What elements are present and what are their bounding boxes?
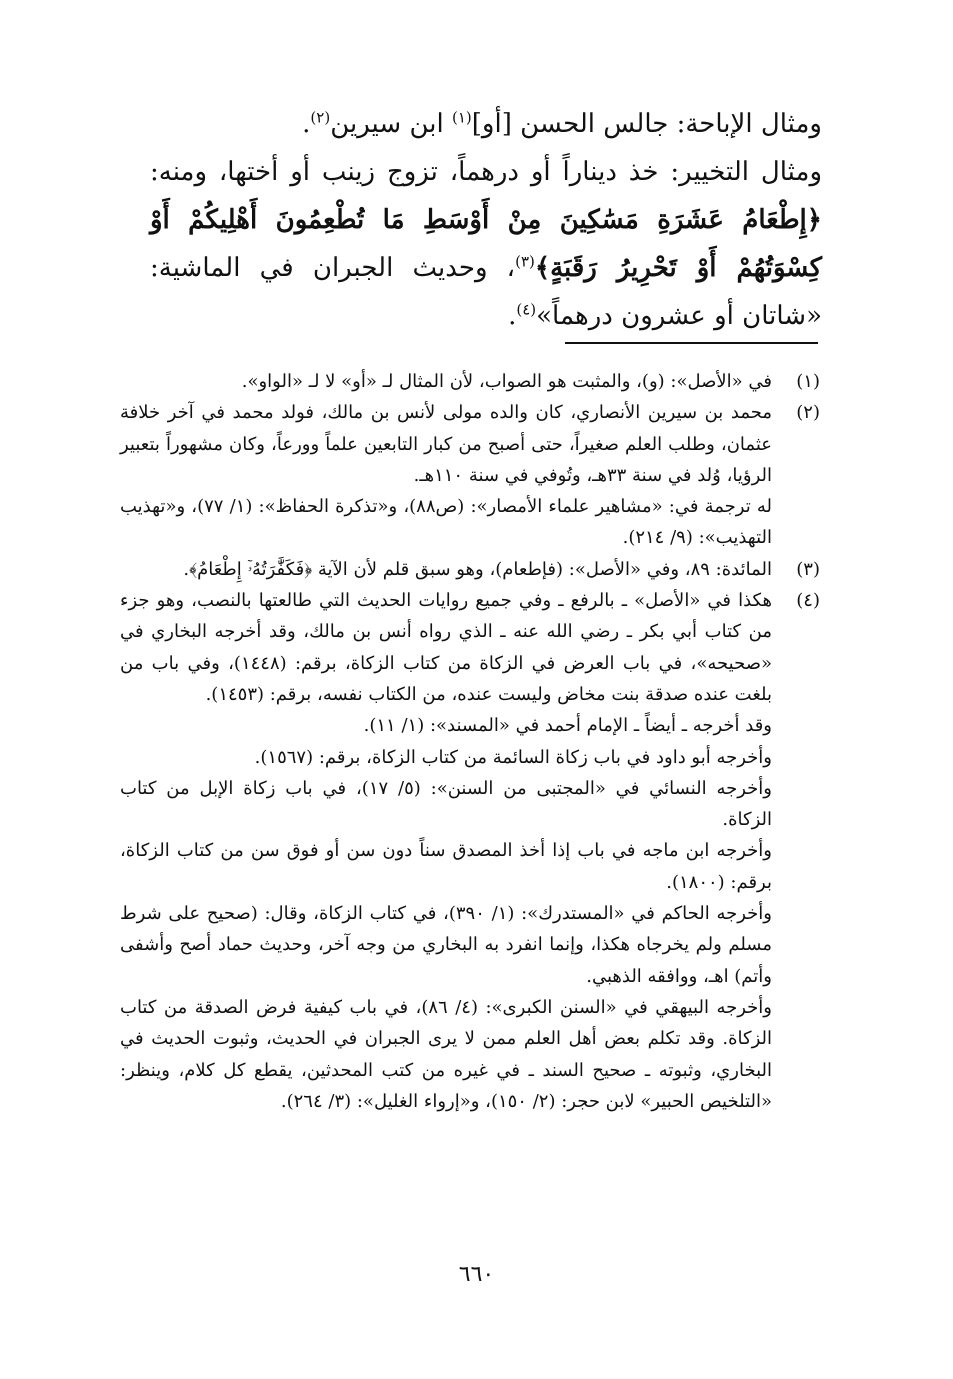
footnote-number: (٣) (796, 558, 820, 580)
footnote-paragraph: هكذا في «الأصل» ـ بالرفع ـ وفي جميع روايات الحديث التي طالعتها بالنصب، وهو جزء من كتاب أبي بكر ـ رضي الله عنه ـ الذي رواه أنس بن مالك، وقد أخرجه البخاري في «صحيحه»، في باب العرض في الزكاة من كتاب الزكاة، برقم: (١٤٤٨)، وفي باب من بلغت عنده صدقة بنت مخاض وليست عنده، من الكتاب نفسه، برقم: (١٤٥٣). (120, 590, 772, 705)
footnote-body (120, 366, 772, 397)
footnote-ref-4[interactable]: (٤) (516, 300, 537, 319)
footnote-body (120, 585, 772, 1117)
footnote-paragraph: محمد بن سيرين الأنصاري، كان والده مولى لأنس بن مالك، فولد محمد في آخر خلافة عثمان، وطلب العلم صغيراً، حتى أصبح من كبار التابعين علماً وورعاً، وكان مشهوراً بتعبير الرؤيا، وُلد في سنة ٣٣هـ، وتُوفي في سنة ١١٠هـ. (120, 402, 772, 486)
footnote-body (120, 397, 772, 553)
period: . (302, 109, 311, 139)
footnote-paragraph: وقد أخرجه ـ أيضاً ـ الإمام أحمد في «المسند»: (١/ ١١). (363, 715, 772, 737)
footnote-paragraph: وأخرجه النسائي في «المجتبى من السنن»: (٥/ ١٧)، في باب زكاة الإبل من كتاب الزكاة. (120, 777, 772, 831)
footnote-4 (120, 585, 820, 1117)
footnote-paragraph: المائدة: ٨٩، وفي «الأصل»: (فإطعام)، وهو سبق قلم لأن الآية ﴿فَكَفَّٰرَتُهُۥٓ إِطْعَامُ﴾. (183, 558, 772, 580)
footnote-2 (120, 397, 820, 553)
main-paragraph-ibaha (150, 100, 822, 148)
footnote-number: (٢) (796, 402, 820, 424)
footnote-paragraph: وأخرجه أبو داود في باب زكاة السائمة من كتاب الزكاة، برقم: (١٥٦٧). (254, 746, 772, 768)
footnote-separator (565, 342, 818, 344)
footnotes (120, 366, 820, 1117)
footnote-1 (120, 366, 820, 397)
main-paragraph-takhyir (150, 148, 822, 340)
ibaha-text: ومثال الإباحة: جالس الحسن [أو] (471, 109, 822, 139)
footnote-number: (٤) (796, 590, 820, 612)
ibn-sirin-text: ابن سيرين (330, 109, 452, 139)
takhyir-text: ومثال التخيير: خذ ديناراً أو درهماً، تزوج زينب أو أختها، ومنه: (150, 157, 822, 187)
footnote-3 (120, 554, 820, 585)
footnote-number: (١) (796, 371, 820, 392)
period: . (508, 301, 517, 331)
page-number: ٦٦٠ (458, 1262, 495, 1287)
footnote-ref-3[interactable]: (٣) (515, 252, 535, 271)
footnote-body (120, 554, 772, 585)
hadith-text: ، وحديث الجبران في الماشية: «شاتان أو عشرون درهماً» (150, 253, 822, 331)
footnote-paragraph: وأخرجه الحاكم في «المستدرك»: (١/ ٣٩٠)، في كتاب الزكاة، وقال: (صحيح على شرط مسلم ولم يخرجاه هكذا، وإنما انفرد به البخاري من وجه آخر، وحديث حماد أصح وأشفى وأتم) اهـ، ووافقه الذهبي. (120, 903, 772, 987)
footnote-ref-1[interactable]: (١) (451, 108, 472, 127)
footnote-paragraph: وأخرجه البيهقي في «السنن الكبرى»: (٤/ ٨٦)، في باب كيفية فرض الصدقة من كتاب الزكاة. وقد تكلم بعض أهل العلم ممن لا يرى الجبران في الحديث، وثبوت الحديث في البخاري، وثبوته ـ صحيح السند ـ في غيره من كتب المحدثين، يقطع كل كلام، وينظر: «التلخيص الحبير» لابن حجر: (٢/ ١٥٠)، و«إرواء الغليل»: (٣/ ٢٦٤). (120, 996, 772, 1112)
footnote-paragraph: له ترجمة في: «مشاهير علماء الأمصار»: (ص٨٨)، و«تذكرة الحفاظ»: (١/ ٧٧)، و«تهذيب التهذيب»: (٩/ ٢١٤). (120, 496, 772, 549)
main-text (150, 100, 822, 340)
footnote-paragraph: وأخرجه ابن ماجه في باب إذا أخذ المصدق سناً دون سن أو فوق سن من كتاب الزكاة، برقم: (١٨٠٠). (120, 840, 772, 893)
footnote-ref-2[interactable]: (٢) (310, 108, 331, 127)
footnote-paragraph: في «الأصل»: (و)، والمثبت هو الصواب، لأن المثال لـ «أو» لا لـ «الواو». (241, 371, 772, 392)
quran-verse: ﴿إِطْعَامُ عَشَرَةِ مَسَٰكِينَ مِنْ أَوْسَطِ مَا تُطْعِمُونَ أَهْلِيكُمْ أَوْ كِسْوَتُهُمْ أَوْ تَحْرِيرُ رَقَبَةٍ﴾ (150, 205, 822, 283)
